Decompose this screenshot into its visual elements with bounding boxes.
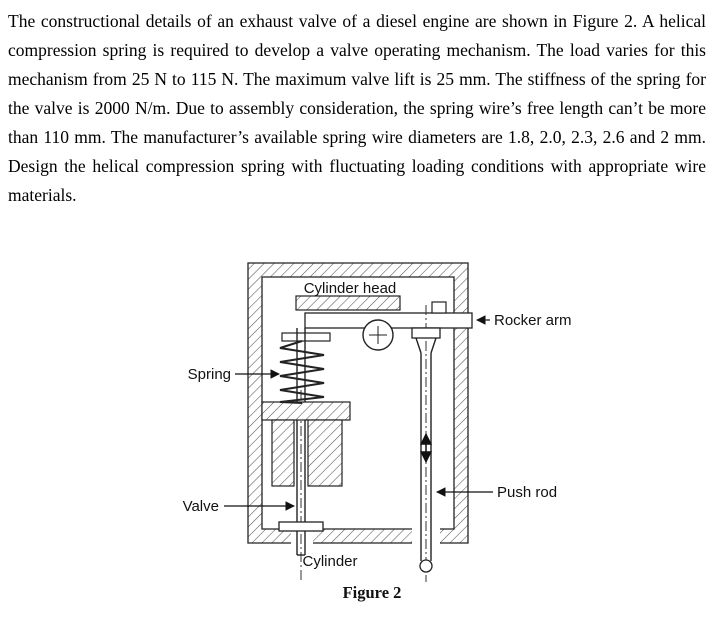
valve-stem [297, 328, 305, 522]
adjusting-screw [432, 302, 446, 313]
pushrod-cap [412, 328, 440, 338]
spring-retainer [282, 333, 330, 341]
spring-coil [280, 341, 324, 403]
label-spring: Spring [187, 366, 231, 383]
label-cylinder-head: Cylinder head [303, 280, 397, 297]
figure-2 [0, 250, 714, 612]
cylinder-head-section [296, 296, 400, 310]
label-valve: Valve [182, 498, 219, 515]
valve-guide [272, 420, 342, 486]
label-cylinder: Cylinder [302, 553, 358, 570]
problem-statement: The constructional details of an exhaust valve of a diesel engine are shown in Figure 2. A helical compression spring is required to develop a valve operating mechanism. The load varies for this mechanism from 25 N to 115 N. The maximum valve lift is 25 mm. The stiffness of the spring for the valve is 2000 N/m. Due to assembly consideration, the spring wire’s free length can’t be more than 110 mm. The manufacturer’s available spring wire diameters are 1.8, 2.0, 2.3, 2.6 and 2 mm. Design the helical compression spring with fluctuating loading conditions with appropriate wire materials. [8, 11, 706, 205]
figure-caption: Figure 2 [342, 583, 402, 602]
label-push-rod: Push rod [497, 484, 558, 501]
spring-seat [262, 402, 350, 420]
pushrod-ball-end [420, 560, 432, 572]
exhaust-valve-diagram [0, 250, 714, 612]
label-rocker-arm: Rocker arm [494, 312, 572, 329]
valve-head [279, 522, 323, 531]
